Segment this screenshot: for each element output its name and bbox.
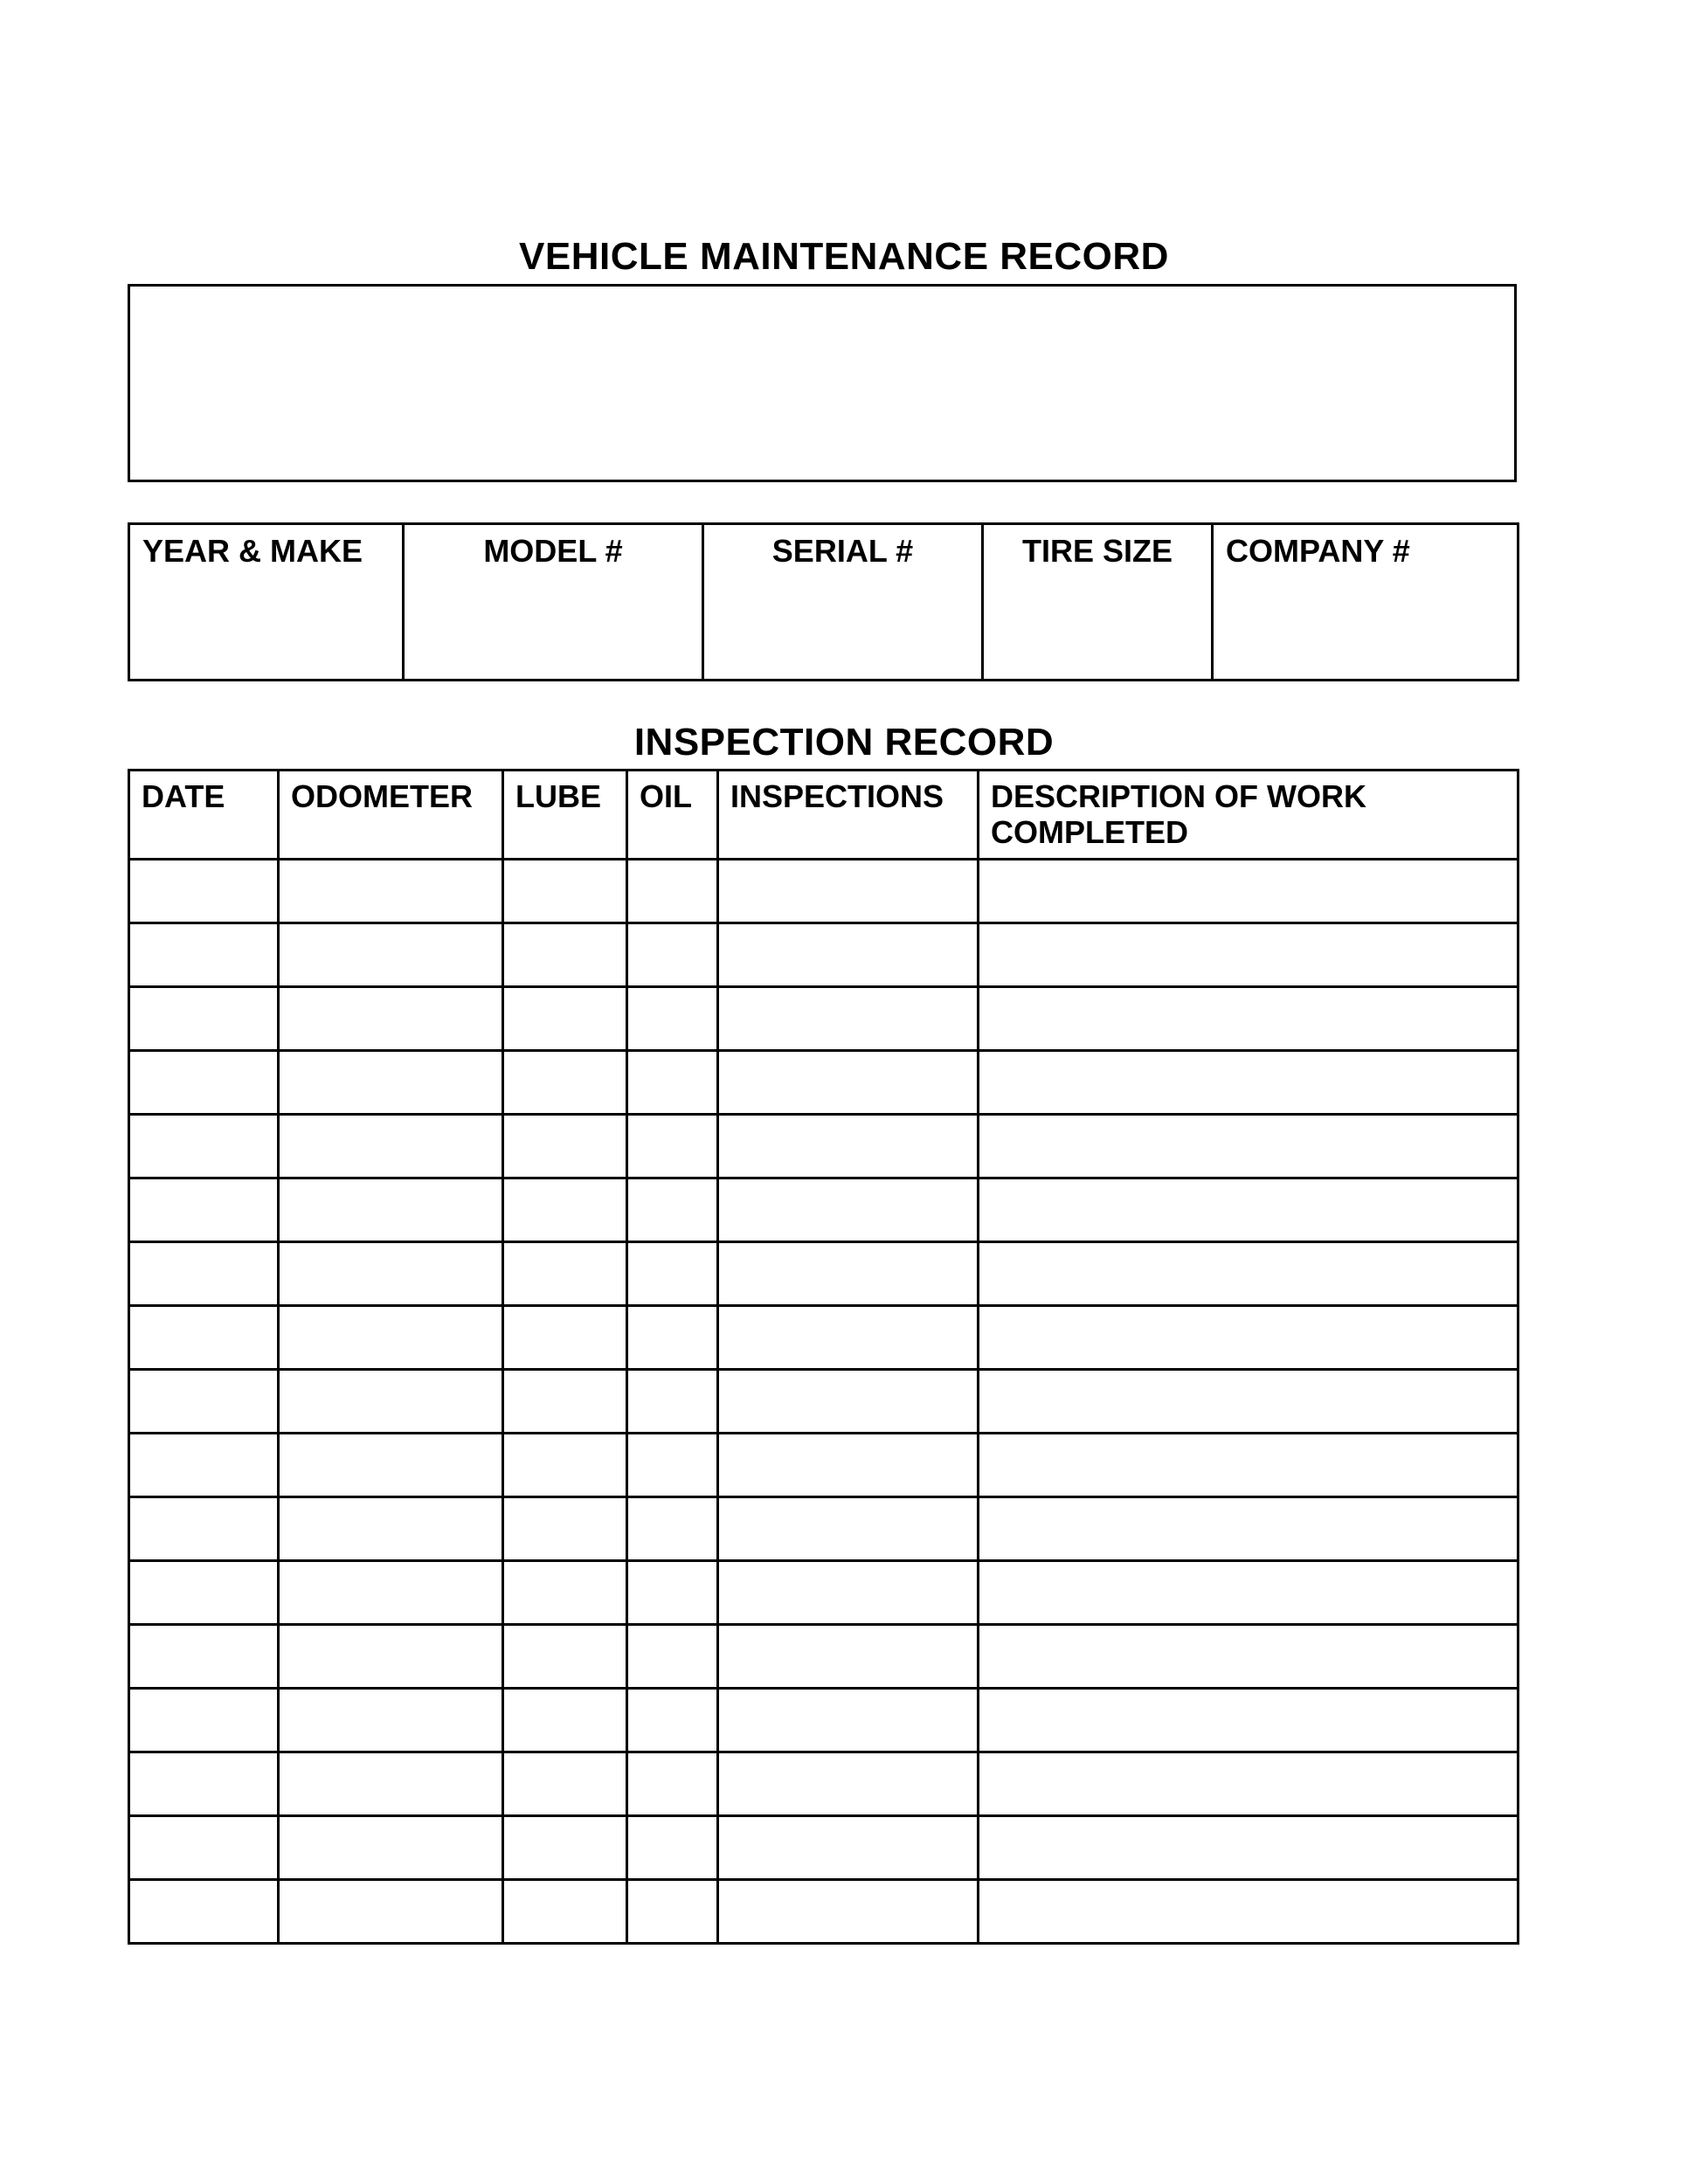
inspection-cell[interactable] xyxy=(503,1625,627,1689)
inspection-cell[interactable] xyxy=(627,1816,718,1880)
inspection-empty-row xyxy=(129,1115,1519,1178)
vehicle-field-tire-size-label: TIRE SIZE xyxy=(1021,533,1173,569)
inspection-cell[interactable] xyxy=(627,1880,718,1944)
inspection-cell[interactable] xyxy=(503,1178,627,1242)
inspection-cell[interactable] xyxy=(979,1178,1519,1242)
inspection-header-odometer: ODOMETER xyxy=(279,771,503,860)
inspection-empty-row xyxy=(129,1178,1519,1242)
inspection-cell[interactable] xyxy=(129,1689,279,1752)
inspection-empty-row xyxy=(129,1242,1519,1306)
inspection-cell[interactable] xyxy=(279,1115,503,1178)
inspection-cell[interactable] xyxy=(627,1370,718,1434)
inspection-cell[interactable] xyxy=(627,1434,718,1497)
inspection-table-body xyxy=(129,771,1519,1944)
inspection-cell[interactable] xyxy=(129,1561,279,1625)
inspection-cell[interactable] xyxy=(718,1051,979,1115)
inspection-cell[interactable] xyxy=(979,1306,1519,1370)
inspection-cell[interactable] xyxy=(718,1561,979,1625)
inspection-cell[interactable] xyxy=(503,1434,627,1497)
inspection-empty-row xyxy=(129,1816,1519,1880)
inspection-cell[interactable] xyxy=(129,1306,279,1370)
inspection-empty-row xyxy=(129,1880,1519,1944)
inspection-cell[interactable] xyxy=(129,1434,279,1497)
inspection-header-date: DATE xyxy=(129,771,279,860)
inspection-cell[interactable] xyxy=(718,1497,979,1561)
vehicle-field-serial-number-label: SERIAL # xyxy=(771,533,914,569)
inspection-header-lube: LUBE xyxy=(503,771,627,860)
inspection-cell[interactable] xyxy=(979,1752,1519,1816)
inspection-cell[interactable] xyxy=(627,1242,718,1306)
inspection-cell[interactable] xyxy=(279,1306,503,1370)
inspection-cell[interactable] xyxy=(718,1752,979,1816)
inspection-cell[interactable] xyxy=(979,860,1519,923)
vehicle-field-model-number[interactable] xyxy=(404,524,703,681)
inspection-cell[interactable] xyxy=(979,1625,1519,1689)
inspection-cell[interactable] xyxy=(627,987,718,1051)
inspection-cell[interactable] xyxy=(503,987,627,1051)
inspection-cell[interactable] xyxy=(279,1370,503,1434)
inspection-empty-row xyxy=(129,1497,1519,1561)
inspection-cell[interactable] xyxy=(279,1434,503,1497)
inspection-cell[interactable] xyxy=(718,1115,979,1178)
inspection-cell[interactable] xyxy=(718,1306,979,1370)
inspection-empty-row xyxy=(129,1370,1519,1434)
inspection-cell[interactable] xyxy=(718,1816,979,1880)
inspection-cell[interactable] xyxy=(627,1689,718,1752)
inspection-cell[interactable] xyxy=(279,1561,503,1625)
inspection-cell[interactable] xyxy=(503,1370,627,1434)
inspection-cell[interactable] xyxy=(503,1051,627,1115)
inspection-empty-row xyxy=(129,1434,1519,1497)
inspection-cell[interactable] xyxy=(979,923,1519,987)
inspection-cell[interactable] xyxy=(979,1051,1519,1115)
inspection-cell[interactable] xyxy=(279,1625,503,1689)
inspection-cell[interactable] xyxy=(627,1178,718,1242)
vehicle-field-tire-size[interactable] xyxy=(983,524,1213,681)
inspection-cell[interactable] xyxy=(279,1051,503,1115)
inspection-cell[interactable] xyxy=(129,1051,279,1115)
inspection-cell[interactable] xyxy=(129,1880,279,1944)
inspection-cell[interactable] xyxy=(627,923,718,987)
inspection-header-inspections: INSPECTIONS xyxy=(718,771,979,860)
inspection-cell[interactable] xyxy=(503,923,627,987)
inspection-cell[interactable] xyxy=(503,1880,627,1944)
inspection-cell[interactable] xyxy=(627,1051,718,1115)
inspection-empty-row xyxy=(129,860,1519,923)
inspection-empty-row xyxy=(129,1051,1519,1115)
inspection-cell[interactable] xyxy=(979,1370,1519,1434)
inspection-cell[interactable] xyxy=(279,1880,503,1944)
inspection-cell[interactable] xyxy=(979,1115,1519,1178)
page-title: VEHICLE MAINTENANCE RECORD xyxy=(519,235,1169,278)
inspection-cell[interactable] xyxy=(279,1816,503,1880)
vehicle-field-company-number-label: COMPANY # xyxy=(1226,533,1410,569)
inspection-empty-row xyxy=(129,1561,1519,1625)
inspection-cell[interactable] xyxy=(279,1752,503,1816)
inspection-cell[interactable] xyxy=(129,1178,279,1242)
inspection-cell[interactable] xyxy=(503,1752,627,1816)
section-title: INSPECTION RECORD xyxy=(633,721,1055,764)
inspection-table xyxy=(128,769,1519,1945)
inspection-cell[interactable] xyxy=(718,1880,979,1944)
vehicle-field-year-make[interactable] xyxy=(129,524,404,681)
inspection-cell[interactable] xyxy=(718,1178,979,1242)
inspection-cell[interactable] xyxy=(979,1561,1519,1625)
vehicle-field-year-make-label: YEAR & MAKE xyxy=(142,533,363,569)
inspection-empty-row xyxy=(129,987,1519,1051)
vehicle-field-serial-number[interactable] xyxy=(703,524,983,681)
inspection-cell[interactable] xyxy=(718,987,979,1051)
inspection-cell[interactable] xyxy=(979,1816,1519,1880)
inspection-cell[interactable] xyxy=(979,987,1519,1051)
inspection-empty-row xyxy=(129,1689,1519,1752)
inspection-cell[interactable] xyxy=(979,1497,1519,1561)
inspection-cell[interactable] xyxy=(718,860,979,923)
inspection-cell[interactable] xyxy=(279,1497,503,1561)
inspection-cell[interactable] xyxy=(129,1370,279,1434)
inspection-cell[interactable] xyxy=(627,1625,718,1689)
inspection-cell[interactable] xyxy=(279,1178,503,1242)
inspection-cell[interactable] xyxy=(129,1115,279,1178)
inspection-empty-row xyxy=(129,1625,1519,1689)
inspection-cell[interactable] xyxy=(503,1561,627,1625)
inspection-header-row xyxy=(129,771,1519,860)
inspection-cell[interactable] xyxy=(718,1689,979,1752)
inspection-cell[interactable] xyxy=(627,1497,718,1561)
inspection-empty-row xyxy=(129,923,1519,987)
vehicle-field-model-number-label: MODEL # xyxy=(483,533,623,569)
inspection-cell[interactable] xyxy=(129,987,279,1051)
inspection-cell[interactable] xyxy=(627,1752,718,1816)
inspection-cell[interactable] xyxy=(279,1689,503,1752)
inspection-cell[interactable] xyxy=(129,1497,279,1561)
inspection-cell[interactable] xyxy=(979,1434,1519,1497)
inspection-cell[interactable] xyxy=(979,1242,1519,1306)
inspection-cell[interactable] xyxy=(627,1306,718,1370)
inspection-header-description: DESCRIPTION OF WORK COMPLETED xyxy=(979,771,1519,860)
inspection-cell[interactable] xyxy=(279,987,503,1051)
inspection-empty-row xyxy=(129,1752,1519,1816)
inspection-cell[interactable] xyxy=(129,1242,279,1306)
inspection-cell[interactable] xyxy=(979,1689,1519,1752)
inspection-empty-row xyxy=(129,1306,1519,1370)
inspection-cell[interactable] xyxy=(718,1370,979,1434)
inspection-cell[interactable] xyxy=(627,860,718,923)
inspection-cell[interactable] xyxy=(129,1625,279,1689)
inspection-cell[interactable] xyxy=(503,1689,627,1752)
inspection-cell[interactable] xyxy=(279,923,503,987)
inspection-cell[interactable] xyxy=(279,860,503,923)
inspection-cell[interactable] xyxy=(503,1115,627,1178)
inspection-header-oil: OIL xyxy=(627,771,718,860)
inspection-cell[interactable] xyxy=(718,1625,979,1689)
inspection-cell[interactable] xyxy=(503,1242,627,1306)
inspection-cell[interactable] xyxy=(718,923,979,987)
inspection-cell[interactable] xyxy=(503,1306,627,1370)
inspection-cell[interactable] xyxy=(718,1434,979,1497)
inspection-cell[interactable] xyxy=(627,1561,718,1625)
inspection-cell[interactable] xyxy=(129,1752,279,1816)
vehicle-info-table xyxy=(128,522,1519,681)
inspection-cell[interactable] xyxy=(279,1242,503,1306)
inspection-cell[interactable] xyxy=(129,1816,279,1880)
vehicle-info-row xyxy=(129,524,1519,681)
inspection-cell[interactable] xyxy=(718,1242,979,1306)
inspection-cell[interactable] xyxy=(979,1880,1519,1944)
inspection-cell[interactable] xyxy=(129,923,279,987)
inspection-cell[interactable] xyxy=(627,1115,718,1178)
vehicle-field-company-number[interactable] xyxy=(1213,524,1519,681)
inspection-cell[interactable] xyxy=(503,860,627,923)
inspection-cell[interactable] xyxy=(503,1497,627,1561)
vehicle-notes-box[interactable] xyxy=(128,284,1517,482)
inspection-cell[interactable] xyxy=(129,860,279,923)
inspection-cell[interactable] xyxy=(503,1816,627,1880)
